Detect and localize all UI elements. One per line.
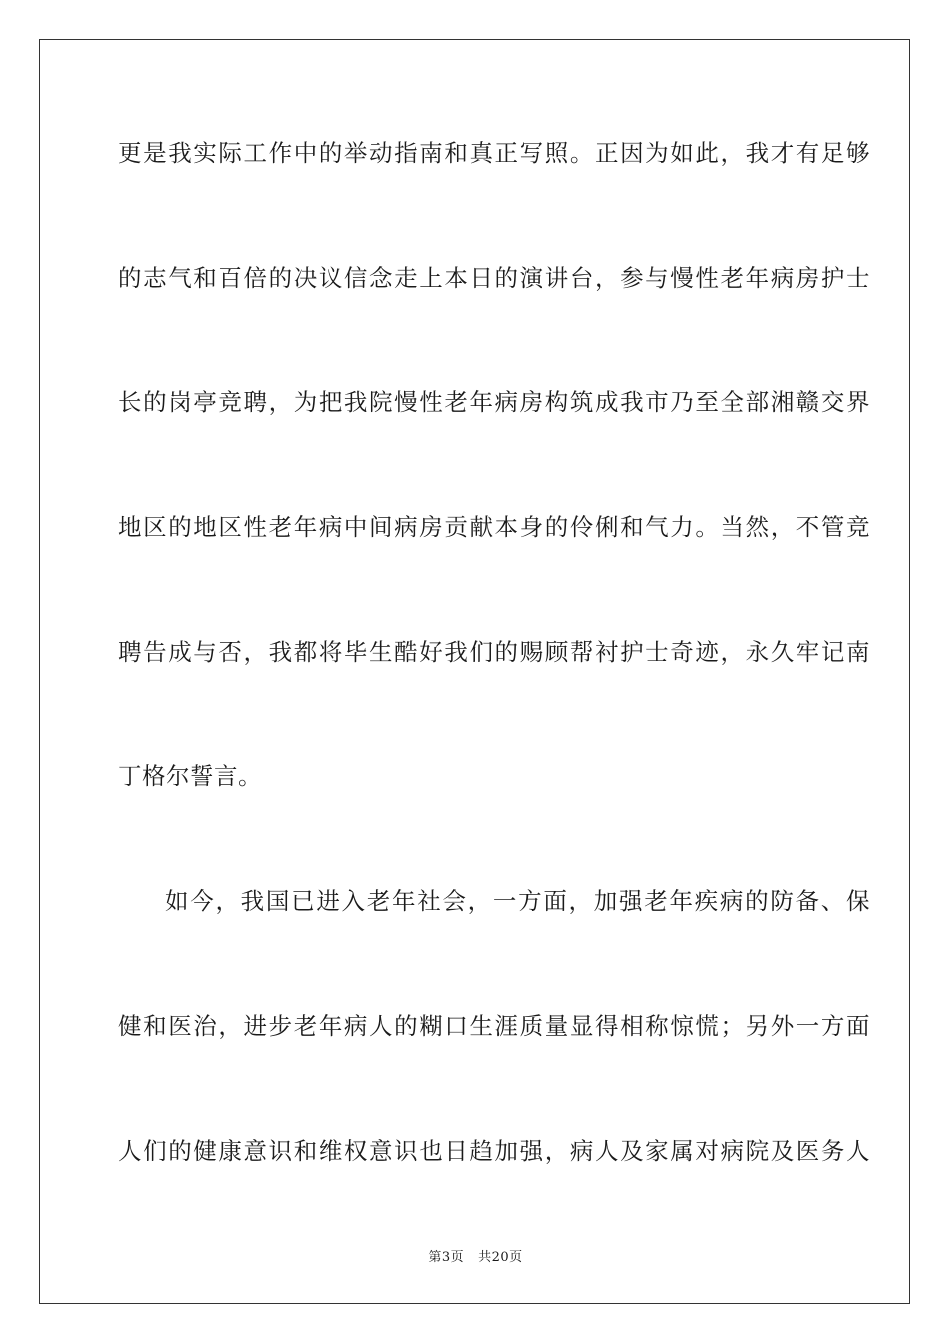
body-text: [118, 136, 870, 1258]
text-line-7: 如今，我国已进入老年社会，一方面，加强老年疾病的防备、保: [165, 887, 870, 916]
page-number: 第3页: [428, 1250, 465, 1265]
text-line-2: 的志气和百倍的决议信念走上本日的演讲台，参与慢性老年病房护士: [118, 263, 870, 292]
text-line-5: 聘告成与否，我都将毕生酷好我们的赐顾帮衬护士奇迹，永久牢记南: [118, 637, 870, 666]
page-footer: [40, 1246, 911, 1265]
text-line-1: 更是我实际工作中的举动指南和真正写照。正因为如此，我才有足够: [118, 139, 870, 167]
text-line-8: 健和医治，进步老年病人的糊口生涯质量显得相称惊慌；另外一方面: [118, 1011, 870, 1040]
text-line-4: 地区的地区性老年病中间病房贡献本身的伶俐和气力。当然，不管竞: [118, 513, 870, 542]
total-pages: 共20页: [478, 1250, 523, 1265]
text-line-6: 丁格尔誓言。: [118, 762, 262, 791]
page-frame: [39, 39, 910, 1304]
text-line-3: 长的岗亭竞聘，为把我院慢性老年病房构筑成我市乃至全部湘赣交界: [118, 388, 870, 417]
text-line-9: 人们的健康意识和维权意识也日趋加强，病人及家属对病院及医务人: [118, 1136, 870, 1165]
